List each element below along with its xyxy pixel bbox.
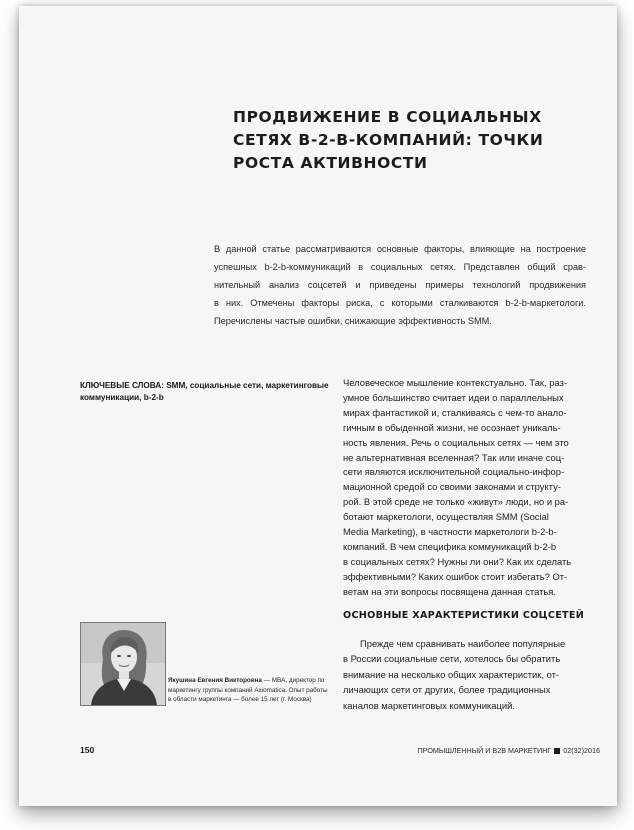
abstract-line: В данной статье рассматриваются основные факторы, влияющие на построение xyxy=(214,244,586,254)
author-photo xyxy=(80,622,166,706)
section-paragraph xyxy=(343,636,587,713)
author-portrait-image xyxy=(81,623,165,705)
body-line: мационной средой со своими законами и структу- xyxy=(343,481,561,493)
article-title-line: СЕТЯХ B-2-B-КОМПАНИЙ: ТОЧКИ xyxy=(233,131,544,149)
body-line: компаний. В чем специфика коммуникаций b-2-b xyxy=(343,540,557,552)
abstract-line: нительный анализ соцсетей и приведены примеры технологий продвижения xyxy=(214,280,586,290)
article-title-line: РОСТА АКТИВНОСТИ xyxy=(233,154,428,172)
body-line: Человеческое мышление контекстуально. Так, раз- xyxy=(343,377,567,388)
abstract-line: успешных b-2-b-коммуникаций в социальных сетях. Представлен общий срав- xyxy=(214,262,586,272)
body-line: внимание на несколько общих характеристик, от- xyxy=(343,668,560,680)
body-line: Media Marketing), в частности маркетологи b-2-b- xyxy=(343,526,557,538)
body-line: личающих сети от других, более традиционных xyxy=(343,684,551,696)
keywords-line: КЛЮЧЕВЫЕ СЛОВА: SMM, социальные сети, маркетинговые xyxy=(80,381,329,390)
author-bio-line: в области маркетинга — более 15 лет (г. Москва) xyxy=(168,696,312,703)
author-bio xyxy=(168,676,338,705)
keywords-line: коммуникации, b-2-b xyxy=(80,393,164,402)
article-title xyxy=(233,106,544,175)
footer-journal xyxy=(418,746,600,755)
body-line: умное большинство считает идеи о параллельных xyxy=(343,391,564,403)
page-number: 150 xyxy=(80,745,95,755)
body-line: каналов маркетинговых коммуникаций. xyxy=(343,699,515,711)
body-line: ность явления. Речь о социальных сетях — чем это xyxy=(343,436,569,448)
body-line: эффективными? Каких ошибок стоит избегать? От- xyxy=(343,570,568,582)
body-line: в России социальные сети, хотелось бы обратить xyxy=(343,653,561,665)
abstract-line: Перечислены частые ошибки, снижающие эффективность SMM. xyxy=(214,316,492,326)
section-heading: ОСНОВНЫЕ ХАРАКТЕРИСТИКИ СОЦСЕТЕЙ xyxy=(343,610,585,621)
body-line: ботают маркетологи, осуществляя SMM (Social xyxy=(343,511,549,523)
body-line: ветам на эти вопросы посвящена данная статья. xyxy=(343,585,556,597)
body-line: Прежде чем сравнивать наиболее популярные xyxy=(360,638,566,649)
author-name: Якушина Евгения Викторовна xyxy=(168,677,262,684)
article-abstract xyxy=(214,240,586,330)
keywords-block xyxy=(80,380,329,404)
journal-name: ПРОМЫШЛЕННЫЙ И B2B МАРКЕТИНГ xyxy=(417,746,552,755)
body-line: не альтернативная вселенная? Так или иначе соц- xyxy=(343,451,565,463)
author-role: — MBA, директор по xyxy=(261,677,325,684)
abstract-line: в них. Отмечены факторы риска, с которыми сталкиваются b-2-b-маркетологи. xyxy=(214,298,586,308)
journal-issue: 02(32)2016 xyxy=(563,746,600,755)
square-bullet-icon xyxy=(554,748,560,754)
article-title-line: ПРОДВИЖЕНИЕ В СОЦИАЛЬНЫХ xyxy=(233,108,542,126)
body-line: сети являются исключительной социально-инфор- xyxy=(343,466,565,478)
author-bio-line: маркетингу группы компаний Axiomatica. Опыт работы xyxy=(168,686,328,694)
author-bio-line xyxy=(168,676,338,686)
body-line: в социальных сетях? Нужны ли они? Как их сделать xyxy=(343,555,572,567)
body-line: мирах фантастикой и, сталкиваясь с чем-то анало- xyxy=(343,406,567,418)
body-line: гичным в обыденной жизни, не осознает уникаль- xyxy=(343,421,561,433)
body-line: рой. В этой среде не только «живут» люди, но и ра- xyxy=(343,496,569,508)
intro-paragraph xyxy=(343,376,587,600)
